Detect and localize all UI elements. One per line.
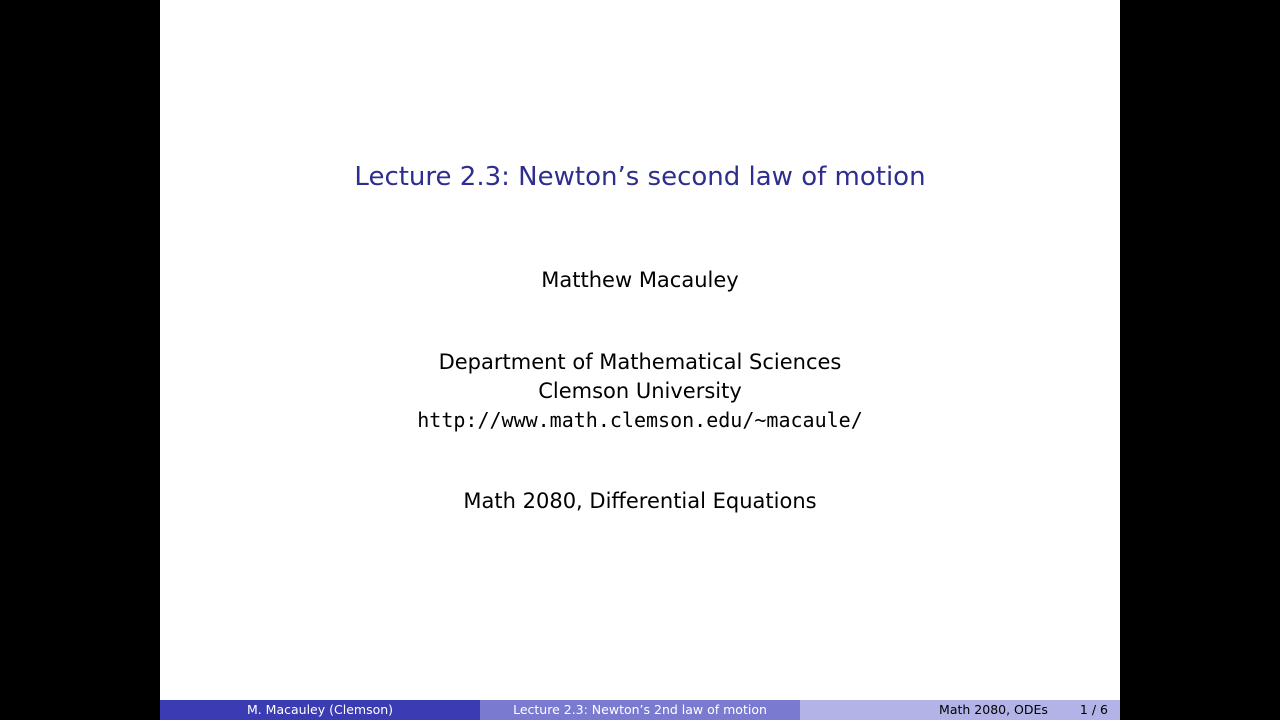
slide-title: Lecture 2.3: Newton’s second law of motion [354,162,926,192]
page-number: 1 / 6 [1079,702,1108,717]
course-name: Math 2080, Differential Equations [463,489,817,513]
university-name: Clemson University [538,379,742,403]
slide [160,0,1120,720]
footer-short-title: Lecture 2.3: Newton’s 2nd law of motion [480,700,800,720]
department-name: Department of Mathematical Sciences [438,350,842,374]
footer-author: M. Macauley (Clemson) [160,700,480,720]
author-name: Matthew Macauley [541,268,739,292]
footer-bar [160,700,1120,720]
institute-block [160,348,1120,435]
footer-short-course: Math 2080, ODEs [939,702,1048,717]
footer-right-section [800,700,1120,720]
homepage-url[interactable]: http://www.math.clemson.edu/~macaule/ [417,408,863,432]
